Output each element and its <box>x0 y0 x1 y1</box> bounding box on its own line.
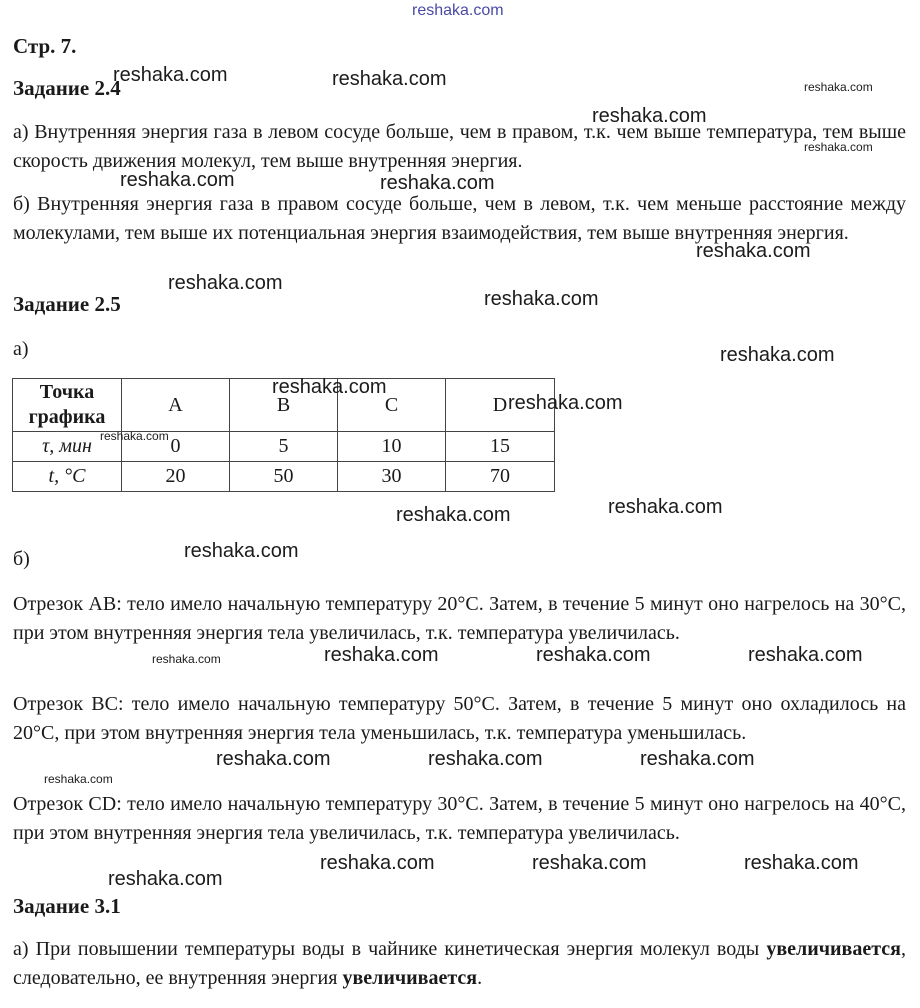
segment-bc-text: Отрезок BC: тело имело начальную температуру 50°С. Затем, в течение 5 минут оно охладилось на 20°С, при этом внутренняя энергия тела уменьшилась, т.к. температура уменьшилась. <box>13 693 906 744</box>
task-2-5-part-a-label: а) <box>13 338 29 360</box>
table-cell: 30 <box>338 462 446 492</box>
watermark: reshaka.com <box>152 652 221 666</box>
watermark: reshaka.com <box>608 496 723 518</box>
page-label: Стр. 7. <box>13 34 77 58</box>
watermark: reshaka.com <box>272 376 387 398</box>
task-3-1-part-a <box>13 935 906 993</box>
table-cell: 10 <box>338 432 446 462</box>
watermark: reshaka.com <box>320 852 435 874</box>
segment-ab <box>13 590 906 648</box>
watermark: reshaka.com <box>332 68 447 90</box>
task-2-5-part-b-label: б) <box>13 548 30 570</box>
task-2-4-part-a <box>13 118 906 176</box>
table-cell: 0 <box>122 432 230 462</box>
task-2-4-part-a-text: а) Внутренняя энергия газа в левом сосуде больше, чем в правом, т.к. чем выше температура, тем выше скорость движения молекул, тем выше внутренняя энергия. <box>13 121 906 172</box>
text-run: , следовательно, ее внутренняя энергия <box>13 938 906 989</box>
watermark: reshaka.com <box>428 748 543 770</box>
watermark: reshaka.com <box>324 644 439 666</box>
table-header-label-line1: Точка <box>39 381 95 403</box>
table-cell: 15 <box>446 432 555 462</box>
watermark: reshaka.com <box>108 868 223 890</box>
table-cell: 70 <box>446 462 555 492</box>
watermark: reshaka.com <box>168 272 283 294</box>
segment-cd <box>13 790 906 848</box>
watermark: reshaka.com <box>113 64 228 86</box>
watermark: reshaka.com <box>532 852 647 874</box>
table-row <box>13 432 555 462</box>
emphasis-increases: увеличивается <box>766 938 901 960</box>
text-run: . <box>477 967 483 989</box>
text-run: а) При повышении температуры воды в чайнике кинетическая энергия молекул воды <box>13 938 767 960</box>
task-3-1-part-a-text <box>13 935 906 993</box>
task-3-1-title: Задание 3.1 <box>13 894 121 918</box>
table-cell: 5 <box>230 432 338 462</box>
watermark: reshaka.com <box>484 288 599 310</box>
watermark: reshaka.com <box>120 169 235 191</box>
watermark: reshaka.com <box>804 80 873 94</box>
table-header-point: C <box>338 379 446 432</box>
row-label-temperature-text: t, °C <box>48 465 86 487</box>
watermark: reshaka.com <box>184 540 299 562</box>
watermark: reshaka.com <box>696 240 811 262</box>
table-header-point: B <box>230 379 338 432</box>
watermark: reshaka.com <box>380 172 495 194</box>
watermark: reshaka.com <box>720 344 835 366</box>
watermark: reshaka.com <box>744 852 859 874</box>
watermark: reshaka.com <box>100 429 169 443</box>
row-label-temperature <box>13 462 122 492</box>
task-2-4-part-b-text: б) Внутренняя энергия газа в правом сосуде больше, чем в левом, т.к. чем меньше расстояние между молекулами, тем выше их потенциальная энергия взаимодействия, тем выше внутренняя энергия. <box>13 193 906 244</box>
watermark: reshaka.com <box>44 772 113 786</box>
table-cell: 50 <box>230 462 338 492</box>
top-watermark: reshaka.com <box>412 2 504 19</box>
task-2-5-title: Задание 2.5 <box>13 292 121 316</box>
row-label-time-text: τ, мин <box>42 435 92 457</box>
table-cell: 20 <box>122 462 230 492</box>
watermark: reshaka.com <box>640 748 755 770</box>
table-header-point: A <box>122 379 230 432</box>
table-header-label-line2: графика <box>28 406 106 428</box>
table-row <box>13 462 555 492</box>
watermark: reshaka.com <box>216 748 331 770</box>
watermark: reshaka.com <box>804 140 873 154</box>
watermark: reshaka.com <box>536 644 651 666</box>
watermark: reshaka.com <box>508 392 623 414</box>
watermark: reshaka.com <box>396 504 511 526</box>
segment-cd-text: Отрезок CD: тело имело начальную температуру 30°С. Затем, в течение 5 минут оно нагрелось на 40°С, при этом внутренняя энергия тела увеличилась, т.к. температура увеличилась. <box>13 793 906 844</box>
table-header-point: D <box>446 379 555 432</box>
emphasis-increases: увеличивается <box>342 967 478 989</box>
watermark: reshaka.com <box>592 105 707 127</box>
segment-ab-text: Отрезок AB: тело имело начальную температуру 20°С. Затем, в течение 5 минут оно нагрелось на 30°С, при этом внутренняя энергия тела увеличилась, т.к. температура увеличилась. <box>13 593 906 644</box>
segment-bc <box>13 690 906 748</box>
task-2-4-title: Задание 2.4 <box>13 76 121 100</box>
watermark: reshaka.com <box>748 644 863 666</box>
table-header-label <box>13 379 122 432</box>
